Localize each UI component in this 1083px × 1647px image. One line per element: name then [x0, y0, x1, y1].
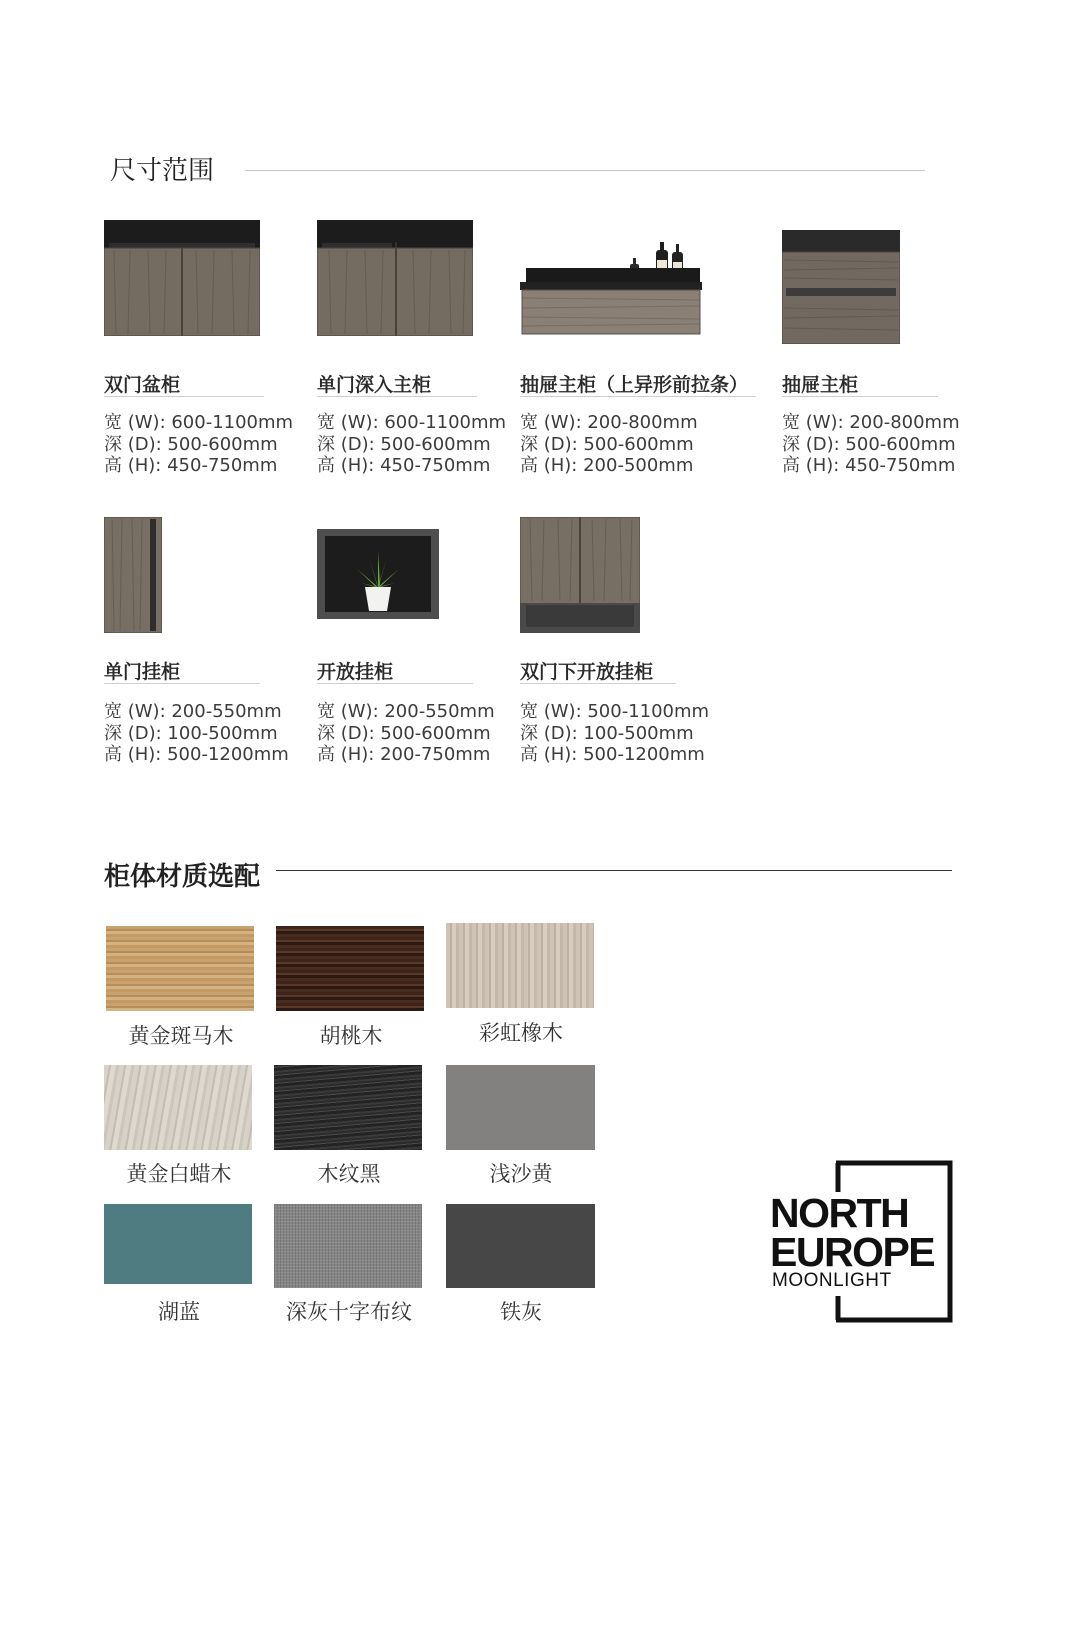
material-swatch-rainbow-oak[interactable] [446, 923, 596, 1043]
material-section-divider [276, 870, 952, 871]
drawer-main-cabinet-shaped-pull-image [520, 220, 704, 336]
single-door-deep-cabinet-image [317, 220, 473, 336]
width-range: 宽 (W): 200-800mm [782, 412, 960, 433]
material-label: 胡桃木 [319, 1024, 383, 1048]
material-swatch-lake-blue[interactable] [104, 1204, 254, 1324]
depth-range: 深 (D): 500-600mm [782, 433, 956, 455]
depth-range: 深 (D): 500-600mm [317, 433, 491, 455]
height-range: 高 (H): 500-1200mm [104, 744, 289, 765]
material-chip [274, 1204, 422, 1288]
width-range: 宽 (W): 200-550mm [104, 701, 282, 722]
logo-line-europe: EUROPE [770, 1229, 935, 1275]
height-range: 高 (H): 450-750mm [104, 455, 278, 476]
material-swatch-golden-ash[interactable] [104, 1065, 254, 1185]
product-name: 双门盆柜 [104, 374, 181, 396]
height-range: 高 (H): 450-750mm [782, 455, 956, 476]
material-chip [276, 926, 424, 1011]
material-chip [104, 1204, 252, 1284]
material-label: 木纹黑 [317, 1162, 381, 1186]
material-chip [446, 923, 594, 1008]
open-wall-cabinet-image [317, 529, 439, 619]
material-label: 铁灰 [500, 1300, 542, 1324]
material-swatch-dark-grey-crosshatch[interactable] [274, 1204, 424, 1324]
depth-range: 深 (D): 500-600mm [104, 433, 278, 455]
material-swatch-walnut[interactable] [276, 926, 426, 1046]
material-label: 彩虹橡木 [479, 1021, 563, 1045]
logo-line-north: NORTH [770, 1190, 909, 1236]
width-range: 宽 (W): 200-550mm [317, 701, 495, 722]
size-section-title: 尺寸范围 [110, 156, 215, 186]
depth-range: 深 (D): 500-600mm [317, 722, 491, 744]
material-swatch-golden-zebrawood[interactable] [106, 926, 256, 1046]
product-name-underline [317, 396, 477, 397]
material-label: 湖蓝 [158, 1300, 200, 1324]
height-range: 高 (H): 200-500mm [520, 455, 694, 476]
product-dimensions [520, 412, 698, 477]
brand-logo [770, 1160, 955, 1325]
product-name: 抽屉主柜 [782, 374, 859, 396]
height-range: 高 (H): 200-750mm [317, 744, 491, 765]
product-name-underline [782, 396, 938, 397]
width-range: 宽 (W): 600-1100mm [104, 412, 294, 433]
product-name-underline [104, 396, 264, 397]
material-chip [274, 1065, 422, 1150]
material-swatch-light-sand[interactable] [446, 1065, 596, 1185]
product-name: 单门挂柜 [104, 661, 181, 683]
product-dimensions [104, 412, 293, 477]
product-dimensions [782, 412, 960, 477]
product-name: 双门下开放挂柜 [520, 661, 654, 683]
depth-range: 深 (D): 100-500mm [104, 722, 278, 744]
material-label: 浅沙黄 [489, 1162, 553, 1186]
product-name-underline [520, 683, 676, 684]
product-dimensions [104, 701, 289, 766]
material-swatch-iron-grey[interactable] [446, 1204, 596, 1324]
material-swatch-woodgrain-black[interactable] [274, 1065, 424, 1185]
product-name-underline [317, 683, 473, 684]
size-section-divider [245, 170, 925, 171]
depth-range: 深 (D): 100-500mm [520, 722, 694, 744]
depth-range: 深 (D): 500-600mm [520, 433, 694, 455]
width-range: 宽 (W): 600-1100mm [317, 412, 507, 433]
product-dimensions [520, 701, 709, 766]
material-label: 黄金白蜡木 [126, 1162, 232, 1186]
double-door-open-bottom-cabinet-image [520, 517, 640, 633]
height-range: 高 (H): 500-1200mm [520, 744, 705, 765]
material-label: 深灰十字布纹 [286, 1300, 412, 1324]
single-door-wall-cabinet-image [104, 517, 162, 633]
product-name-underline [104, 683, 260, 684]
product-name: 抽屉主柜（上异形前拉条） [520, 374, 749, 396]
material-chip [446, 1204, 595, 1288]
material-label: 黄金斑马木 [128, 1024, 234, 1048]
double-door-basin-cabinet-image [104, 220, 260, 336]
product-name: 单门深入主柜 [317, 374, 432, 396]
material-section-title: 柜体材质选配 [104, 862, 261, 892]
product-name-underline [520, 396, 756, 397]
product-dimensions [317, 701, 495, 766]
drawer-main-cabinet-image [782, 230, 900, 344]
material-chip [446, 1065, 595, 1150]
product-dimensions [317, 412, 506, 477]
width-range: 宽 (W): 200-800mm [520, 412, 698, 433]
width-range: 宽 (W): 500-1100mm [520, 701, 710, 722]
material-chip [106, 926, 254, 1011]
product-name: 开放挂柜 [317, 661, 394, 683]
height-range: 高 (H): 450-750mm [317, 455, 491, 476]
material-chip [104, 1065, 252, 1150]
logo-line-moonlight: MOONLIGHT [772, 1270, 892, 1291]
